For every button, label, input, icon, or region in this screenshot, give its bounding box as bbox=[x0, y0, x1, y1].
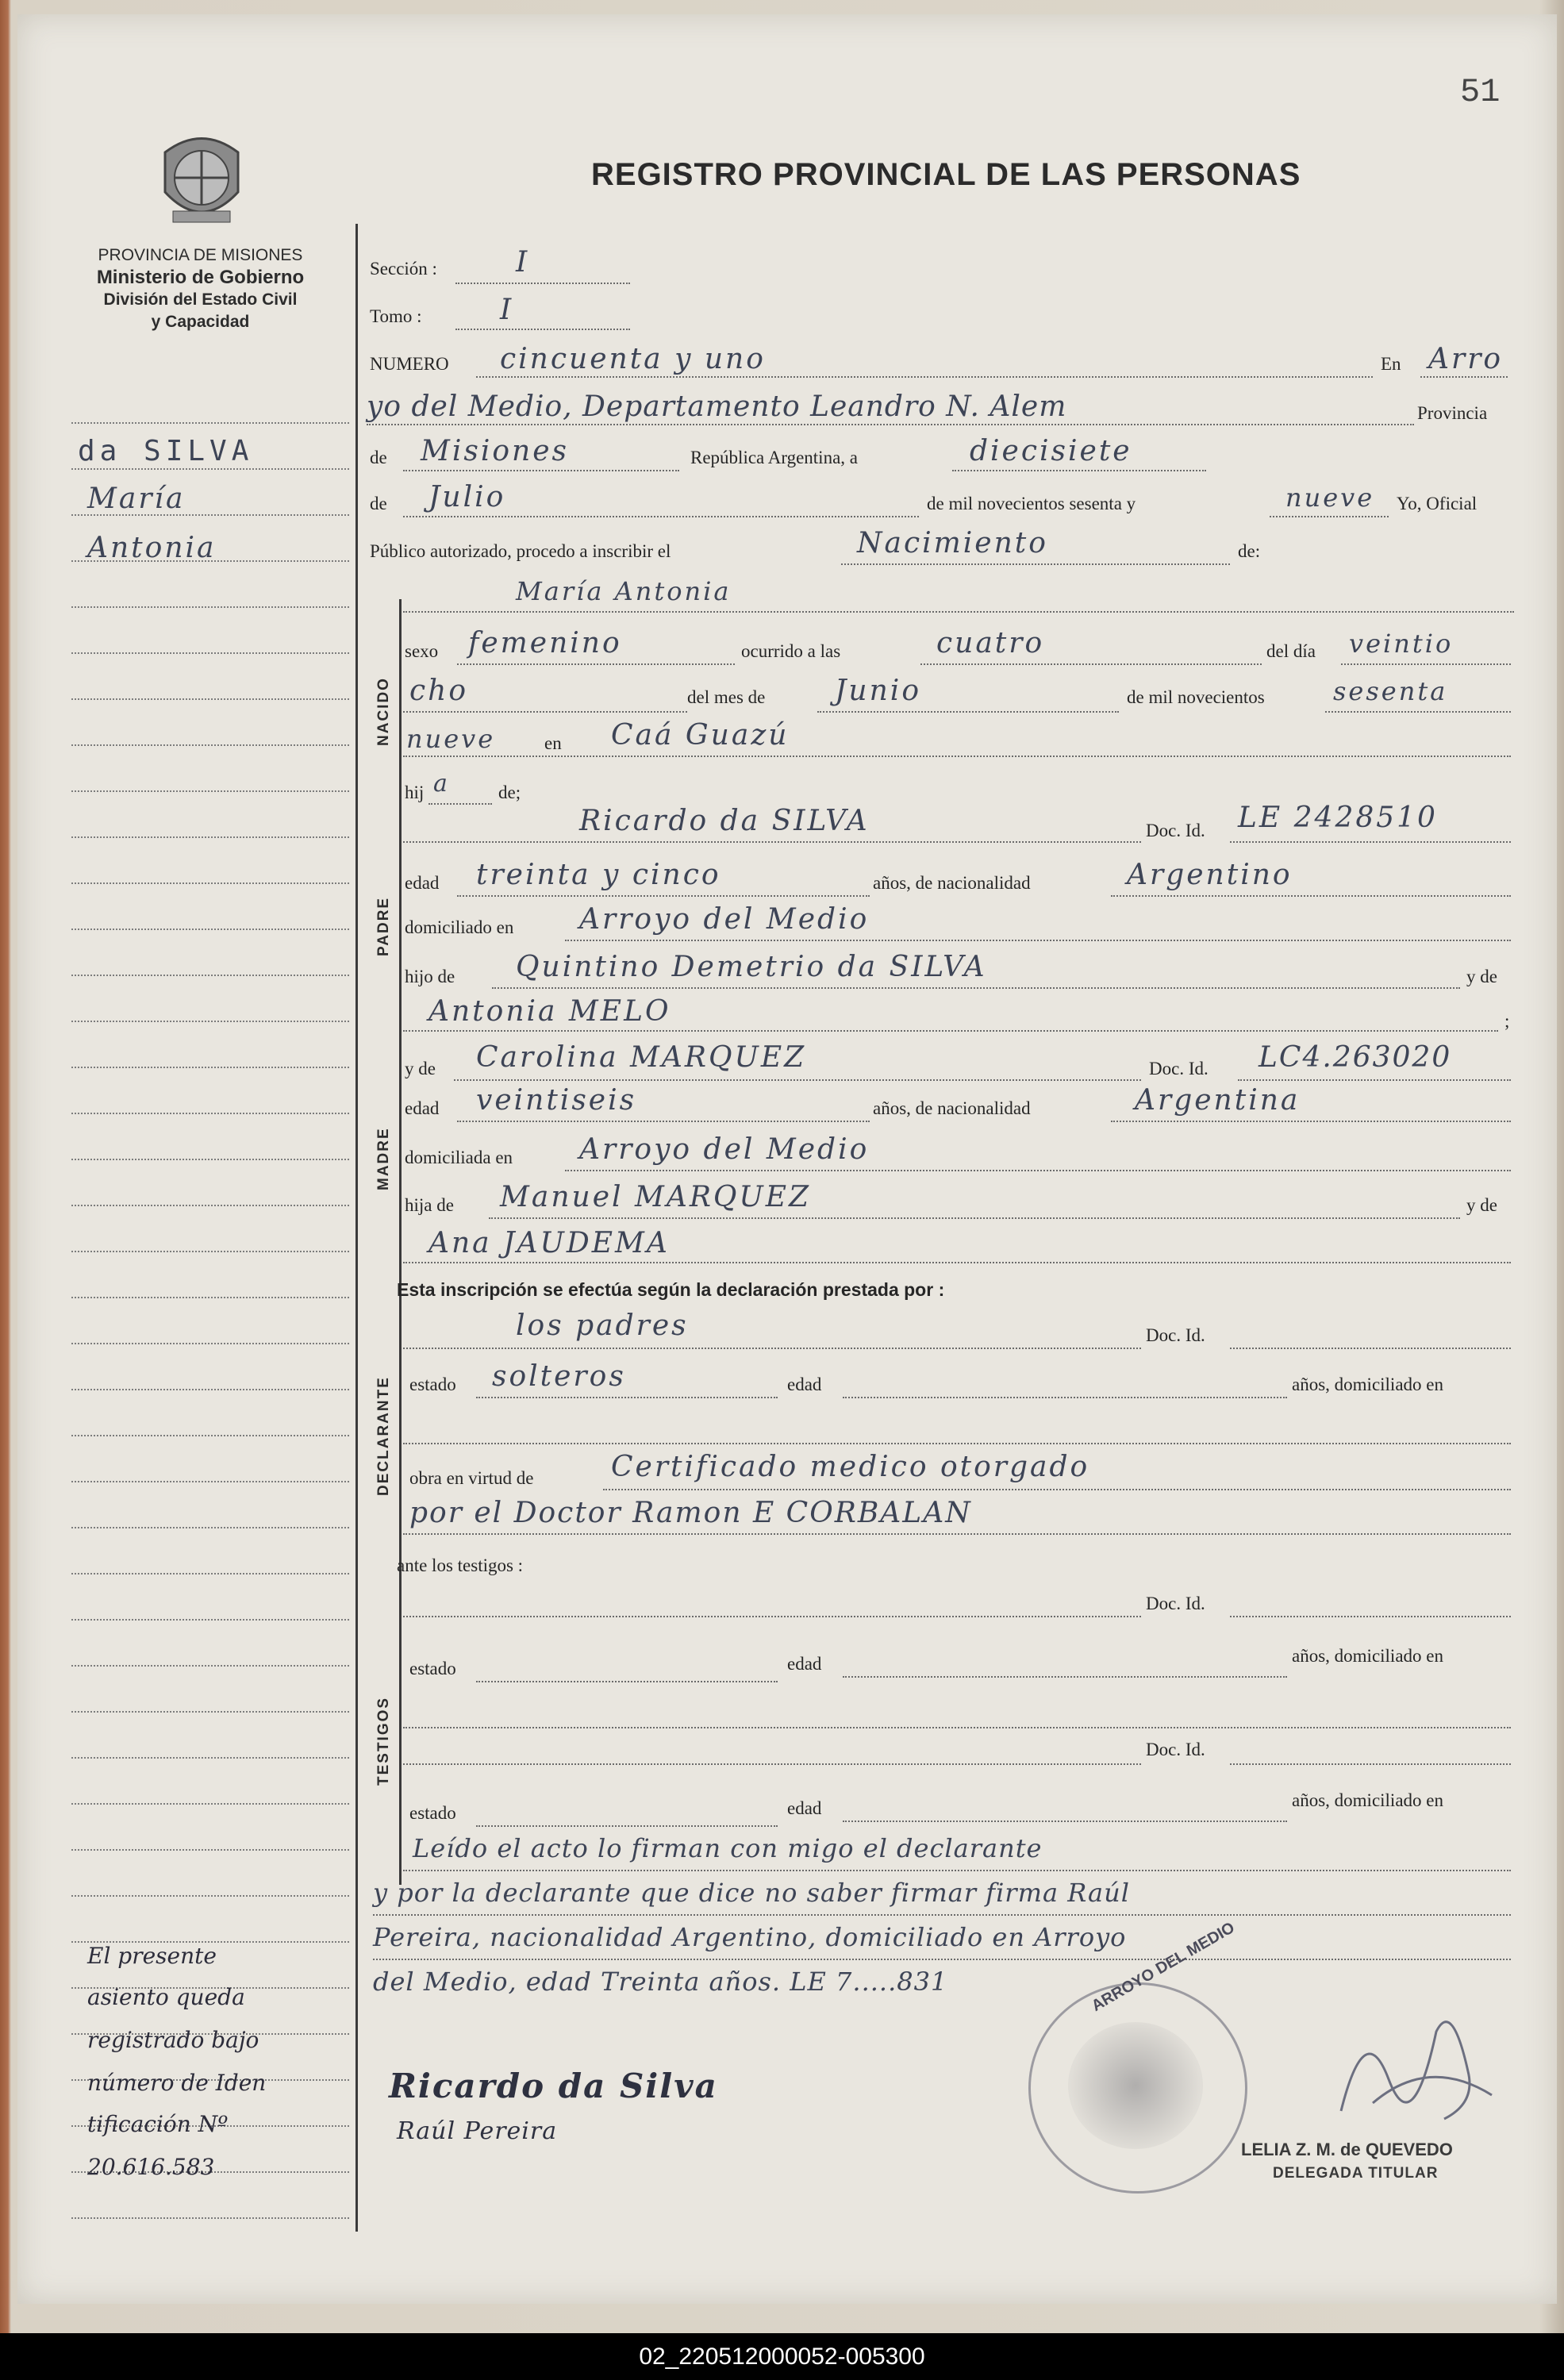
margin-rule-line bbox=[71, 1895, 349, 1897]
line-testigo1 bbox=[403, 1616, 1141, 1617]
label-t1-estado: estado bbox=[409, 1659, 456, 1678]
line-testigo2 bbox=[403, 1763, 1141, 1765]
line-nota-1 bbox=[403, 1870, 1511, 1871]
line-en bbox=[1420, 376, 1508, 378]
image-caption: 02_220512000052-005300 bbox=[0, 2333, 1564, 2380]
section-rule bbox=[399, 599, 402, 1885]
margin-rule-line bbox=[71, 1619, 349, 1621]
value-acto: Nacimiento bbox=[857, 527, 1048, 559]
line-padre-nombre bbox=[403, 841, 1141, 843]
line-hora bbox=[920, 663, 1262, 665]
section-label-madre: MADRE bbox=[375, 1127, 392, 1190]
label-republica: República Argentina, a bbox=[690, 448, 858, 467]
org-province: PROVINCIA DE MISIONES bbox=[98, 246, 303, 264]
label-padre-y-de: y de bbox=[1466, 967, 1497, 986]
value-dia-nac-2: cho bbox=[409, 675, 469, 707]
line-sexo bbox=[457, 663, 735, 665]
value-dia-nac-1: veintio bbox=[1349, 629, 1454, 659]
label-del-mes: del mes de bbox=[687, 687, 766, 707]
line-madre-doc bbox=[1238, 1079, 1511, 1081]
label-yo-oficial: Yo, Oficial bbox=[1397, 494, 1478, 513]
value-madre-edad: veintiseis bbox=[476, 1084, 637, 1117]
closing-note-4: del Medio, edad Treinta años. LE 7.....831 bbox=[373, 1967, 948, 1997]
value-anio-nac-1: sesenta bbox=[1333, 676, 1448, 706]
line-madre-nac bbox=[1111, 1121, 1511, 1122]
value-decl-estado: solteros bbox=[492, 1360, 626, 1393]
line-t1-estado bbox=[476, 1681, 778, 1682]
margin-rule-line bbox=[71, 790, 349, 792]
line-decl-edad bbox=[843, 1397, 1287, 1398]
closing-note-3: Pereira, nacionalidad Argentino, domiciliado en Arroyo bbox=[373, 1922, 1127, 1952]
label-mil-nov: de mil novecientos bbox=[1127, 687, 1265, 707]
value-padre-nombre: Ricardo da SILVA bbox=[579, 805, 870, 837]
closing-note-2: y por la declarante que dice no saber firmar firma Raúl bbox=[373, 1878, 1130, 1908]
line-padre-nac bbox=[1111, 895, 1511, 897]
label-ante-testigos: ante los testigos : bbox=[397, 1555, 524, 1575]
value-madre-nac: Argentina bbox=[1135, 1084, 1301, 1117]
label-padre-hijo-de: hijo de bbox=[405, 967, 455, 986]
margin-rule-line bbox=[71, 1803, 349, 1805]
label-decl-anios-dom: años, domiciliado en bbox=[1292, 1375, 1443, 1394]
label-de-colon: de: bbox=[1238, 541, 1261, 561]
label-madre-edad: edad bbox=[405, 1098, 440, 1118]
margin-rule-line bbox=[71, 1389, 349, 1390]
value-padre-hijo-de: Quintino Demetrio da SILVA bbox=[516, 951, 987, 983]
label-de-mes: de bbox=[370, 494, 387, 513]
label-madre-y-de: y de bbox=[405, 1059, 436, 1078]
margin-rule-line bbox=[71, 1435, 349, 1436]
margin-note-5: tificación Nº bbox=[87, 2111, 229, 2137]
label-en-nac: en bbox=[544, 733, 562, 753]
label-madre-y-de2: y de bbox=[1466, 1195, 1497, 1215]
label-t1-edad: edad bbox=[787, 1654, 822, 1674]
label-t1-doc: Doc. Id. bbox=[1146, 1594, 1205, 1613]
margin-rule-line bbox=[71, 1711, 349, 1713]
line-dia-nac-2 bbox=[403, 711, 687, 713]
value-mes-nac: Junio bbox=[835, 675, 921, 707]
margin-rule-line bbox=[71, 1573, 349, 1574]
margin-given-1: María bbox=[87, 483, 186, 515]
label-tomo: Tomo : bbox=[370, 306, 422, 326]
label-mil: de mil novecientos sesenta y bbox=[927, 494, 1136, 513]
label-decl-doc: Doc. Id. bbox=[1146, 1325, 1205, 1345]
line-mes-nac bbox=[817, 711, 1119, 713]
officer-name: LELIA Z. M. de QUEVEDO bbox=[1241, 2140, 1453, 2159]
label-esta-inscripcion: Esta inscripción se efectúa según la declaración prestada por : bbox=[397, 1279, 945, 1300]
label-decl-estado: estado bbox=[409, 1375, 456, 1394]
label-t2-estado: estado bbox=[409, 1803, 456, 1823]
value-sexo: femenino bbox=[468, 627, 622, 659]
value-nombre: María Antonia bbox=[516, 576, 732, 606]
left-margin-rule bbox=[355, 224, 358, 2232]
line-padre-hijo-de bbox=[492, 987, 1460, 989]
line-dia bbox=[952, 470, 1206, 471]
margin-note-4: número de Iden bbox=[87, 2070, 267, 2096]
margin-note-2: asiento queda bbox=[87, 1984, 245, 2010]
value-en: Arro bbox=[1428, 343, 1504, 375]
margin-rule-line bbox=[71, 1527, 349, 1528]
value-lugar-nac: Caá Guazú bbox=[611, 719, 790, 752]
margin-rule-line bbox=[71, 1205, 349, 1206]
line-anio bbox=[1270, 516, 1389, 517]
margin-rule-line bbox=[71, 2217, 349, 2219]
value-lugar: yo del Medio, Departamento Leandro N. Alem bbox=[367, 390, 1067, 423]
page-number: 51 bbox=[1460, 73, 1501, 111]
value-obra-1: Certificado medico otorgado bbox=[611, 1451, 1090, 1483]
label-ocurrido: ocurrido a las bbox=[741, 641, 841, 661]
stamp-center bbox=[1068, 2022, 1203, 2149]
value-padre-doc: LE 2428510 bbox=[1238, 802, 1438, 834]
value-padre-dom: Arroyo del Medio bbox=[579, 903, 870, 936]
line-anio-nac-1 bbox=[1325, 711, 1511, 713]
line-nota-2 bbox=[373, 1914, 1511, 1916]
section-label-testigos: TESTIGOS bbox=[375, 1696, 392, 1786]
line-t1-edad bbox=[843, 1676, 1287, 1678]
line-lugar-nac bbox=[403, 756, 1511, 757]
value-dia: diecisiete bbox=[970, 435, 1132, 467]
org-division-2: y Capacidad bbox=[151, 313, 250, 331]
label-madre-nac: años, de nacionalidad bbox=[873, 1098, 1031, 1118]
closing-note-1: Leído el acto lo firman con migo el declarante bbox=[413, 1833, 1043, 1863]
line-tomo bbox=[455, 329, 630, 330]
line-declarante bbox=[403, 1348, 1141, 1349]
label-madre-doc: Doc. Id. bbox=[1149, 1059, 1209, 1078]
margin-surname: da SILVA bbox=[78, 435, 254, 467]
label-madre-hija-de: hija de bbox=[405, 1195, 454, 1215]
label-de-provincia: de bbox=[370, 448, 387, 467]
label-sexo: sexo bbox=[405, 641, 439, 661]
label-obra: obra en virtud de bbox=[409, 1468, 534, 1488]
margin-rule-line bbox=[71, 1251, 349, 1252]
label-t2-anios-dom: años, domiciliado en bbox=[1292, 1790, 1443, 1810]
label-de-hij: de; bbox=[498, 782, 521, 802]
value-obra-2: por el Doctor Ramon E CORBALAN bbox=[409, 1497, 972, 1529]
margin-given-2: Antonia bbox=[87, 532, 217, 564]
officer-role: DELEGADA TITULAR bbox=[1273, 2165, 1439, 2182]
value-madre-dom: Arroyo del Medio bbox=[579, 1133, 870, 1166]
org-ministry: Ministerio de Gobierno bbox=[96, 267, 305, 288]
margin-rule-line bbox=[71, 882, 349, 884]
line-madre-edad bbox=[457, 1121, 870, 1122]
value-anio-nac-2: nueve bbox=[406, 724, 496, 754]
label-padre-doc: Doc. Id. bbox=[1146, 821, 1205, 840]
line-padre-dom bbox=[565, 940, 1511, 941]
label-del-dia: del día bbox=[1266, 641, 1316, 661]
line-t1-doc bbox=[1230, 1616, 1511, 1617]
label-hij: hij bbox=[405, 782, 425, 802]
label-padre-dom: domiciliado en bbox=[405, 917, 514, 937]
value-madre-doc: LC4.263020 bbox=[1259, 1041, 1452, 1074]
line-nota-3 bbox=[373, 1959, 1511, 1960]
margin-rule-line bbox=[71, 1067, 349, 1068]
line-acto bbox=[841, 563, 1230, 565]
line-nombre bbox=[403, 611, 1514, 613]
section-label-padre: PADRE bbox=[375, 896, 392, 956]
line-madre-dom bbox=[565, 1170, 1511, 1171]
margin-rule-line bbox=[71, 468, 349, 470]
label-t1-anios-dom: años, domiciliado en bbox=[1292, 1646, 1443, 1666]
label-padre-nac: años, de nacionalidad bbox=[873, 873, 1031, 893]
margin-rule-line bbox=[71, 836, 349, 838]
issuing-office bbox=[48, 244, 353, 333]
margin-rule-line bbox=[71, 1481, 349, 1482]
coat-of-arms-icon bbox=[149, 129, 254, 230]
document-title: REGISTRO PROVINCIAL DE LAS PERSONAS bbox=[591, 157, 1301, 192]
value-numero: cincuenta y uno bbox=[500, 343, 766, 375]
line-seccion bbox=[455, 283, 630, 284]
line-obra-2 bbox=[403, 1533, 1511, 1535]
value-declarante: los padres bbox=[516, 1309, 689, 1342]
margin-rule-line bbox=[71, 1849, 349, 1851]
signature-ricardo: Ricardo da Silva bbox=[389, 2067, 718, 2105]
line-madre-padre bbox=[489, 1217, 1460, 1219]
section-label-declarante: DECLARANTE bbox=[375, 1376, 392, 1496]
label-decl-edad: edad bbox=[787, 1375, 822, 1394]
margin-note-3: registrado bajo bbox=[87, 2027, 259, 2053]
value-seccion: I bbox=[516, 246, 530, 279]
margin-rule-line bbox=[71, 1297, 349, 1298]
margin-rule-line bbox=[71, 698, 349, 700]
value-madre-padre: Manuel MARQUEZ bbox=[500, 1181, 812, 1213]
label-semicolon: ; bbox=[1504, 1011, 1510, 1031]
margin-rule-line bbox=[71, 975, 349, 976]
line-t2-doc bbox=[1230, 1763, 1511, 1765]
line-obra-1 bbox=[603, 1489, 1511, 1490]
org-division: División del Estado Civil bbox=[103, 290, 298, 309]
line-lugar bbox=[367, 424, 1414, 425]
line-dia-nac-1 bbox=[1341, 663, 1511, 665]
line-hij bbox=[428, 803, 492, 805]
line-t2-estado bbox=[476, 1825, 778, 1827]
line-t2-edad bbox=[843, 1821, 1287, 1822]
margin-note-6: 20.616.583 bbox=[87, 2154, 215, 2180]
value-madre-nombre: Carolina MARQUEZ bbox=[476, 1041, 807, 1074]
value-mes: Julio bbox=[428, 481, 506, 513]
value-madre-madre: Ana JAUDEMA bbox=[428, 1227, 670, 1259]
value-padre-madre: Antonia MELO bbox=[428, 995, 671, 1028]
line-padre-edad bbox=[457, 895, 870, 897]
line-numero bbox=[476, 376, 1373, 378]
margin-rule-line bbox=[71, 744, 349, 746]
value-anio: nueve bbox=[1285, 483, 1375, 513]
margin-rule-line bbox=[71, 1757, 349, 1759]
value-padre-nac: Argentino bbox=[1127, 859, 1293, 891]
label-seccion: Sección : bbox=[370, 259, 437, 279]
margin-note-1: El presente bbox=[87, 1943, 217, 1969]
margin-rule-line bbox=[71, 1113, 349, 1114]
line-madre-nombre bbox=[454, 1079, 1141, 1081]
margin-rule-line bbox=[71, 422, 349, 424]
officer-signature-icon bbox=[1317, 1984, 1508, 2143]
margin-rule-line bbox=[71, 606, 349, 608]
signature-raul: Raúl Pereira bbox=[397, 2117, 558, 2145]
margin-rule-line bbox=[71, 1159, 349, 1160]
label-provincia: Provincia bbox=[1417, 403, 1488, 423]
label-padre-edad: edad bbox=[405, 873, 440, 893]
label-t2-doc: Doc. Id. bbox=[1146, 1740, 1205, 1759]
line-padre-doc bbox=[1230, 841, 1511, 843]
line-t1-dom bbox=[403, 1727, 1511, 1728]
label-en: En bbox=[1381, 354, 1401, 374]
label-madre-dom: domiciliada en bbox=[405, 1148, 513, 1167]
value-padre-edad: treinta y cinco bbox=[476, 859, 721, 891]
margin-rule-line bbox=[71, 652, 349, 654]
label-numero: NUMERO bbox=[370, 354, 449, 374]
line-padre-madre bbox=[403, 1030, 1498, 1032]
label-t2-edad: edad bbox=[787, 1798, 822, 1818]
margin-rule-line bbox=[71, 1343, 349, 1344]
stamp-text: ARROYO DEL MEDIO bbox=[1089, 1918, 1238, 2016]
value-hij-suffix: a bbox=[433, 770, 450, 798]
value-hora: cuatro bbox=[936, 627, 1045, 659]
margin-rule-line bbox=[71, 929, 349, 930]
line-mes bbox=[403, 516, 919, 517]
line-decl-doc bbox=[1230, 1348, 1511, 1349]
value-tomo: I bbox=[500, 294, 514, 326]
margin-rule-line bbox=[71, 1021, 349, 1022]
section-label-nacido: NACIDO bbox=[375, 677, 392, 746]
margin-rule-line bbox=[71, 1665, 349, 1667]
label-publico: Público autorizado, procedo a inscribir el bbox=[370, 541, 671, 561]
line-decl-dom bbox=[403, 1443, 1511, 1444]
line-provincia bbox=[403, 470, 679, 471]
line-decl-estado bbox=[476, 1397, 778, 1398]
value-provincia: Misiones bbox=[421, 435, 570, 467]
line-madre-madre bbox=[403, 1262, 1511, 1263]
